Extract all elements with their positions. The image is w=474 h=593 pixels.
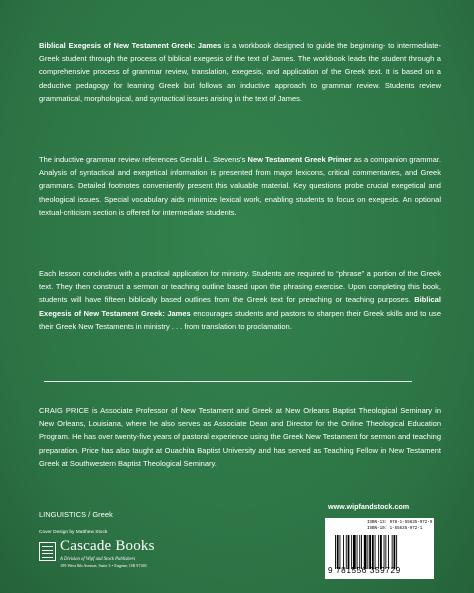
description-text: The inductive grammar review references Gerald L. Stevens's <box>39 155 248 164</box>
publisher-name: Cascade Books <box>60 538 155 554</box>
isbn-barcode <box>325 518 434 579</box>
book-title: Biblical Exegesis of New Testament Greek: James <box>39 41 222 50</box>
description-text: as a companion grammar. Analysis of syntactical and exegetical information is presented from major lexicons, critical commentaries, and Greek grammars. Detailed footnotes conveniently present this valuable material. Key questions probe crucial exegetical and theological issues. Special vocabulary aids minimize lexical work, enabling students to focus on exegesis. An optional textual-criticism section is offered for intermediate students. <box>39 155 441 217</box>
author-bio-text: is Associate Professor of New Testament and Greek at New Orleans Baptist Theological Seminary in New Orleans, Louisiana, where he also serves as Associate Dean and Director for the Online Theological Education Program. He has over twenty-five years of pastoral experience using the Greek New Testament for sermon and teaching preparation. Price has also taught at Ouachita Baptist University and has served as Teaching Fellow in New Testament Greek at Southwestern Baptist Theological Seminary. <box>39 406 441 468</box>
book-title: Biblical Exegesis of New Testament Greek: James <box>39 295 441 318</box>
publisher-logo <box>39 538 199 581</box>
description-text: encourages students and pastors to sharpen their Greek skills and to use their Greek New Testaments in ministry . . . from translation to proclamation. <box>39 308 441 331</box>
cascade-logo-icon <box>39 542 56 561</box>
description-paragraph-3 <box>39 267 441 333</box>
publisher-website: www.wipfandstock.com <box>328 502 410 511</box>
cover-design-credit: Cover Design by Matthew Stock <box>39 530 108 535</box>
description-paragraph-2 <box>39 153 441 219</box>
primer-title: New Testament Greek Primer <box>247 155 352 164</box>
subject-category: LINGUISTICS / Greek <box>39 510 113 519</box>
description-text: is a workbook designed to guide the beginning- to intermediate-Greek student through the process of biblical exegesis of the text of James. The workbook leads the student through a comprehensive process of grammar review, translation, exegesis, and application of the Greek text. It is based on a deductive pedagogy for learning Greek but follows an inductive approach to grammar review. Students review grammatical, morphological, and syntactical issues arising in the text of James. <box>39 41 441 103</box>
divider <box>44 381 412 382</box>
publisher-tagline: A Division of Wipf and Stock Publishers <box>60 557 136 562</box>
author-name: CRAIG PRICE <box>39 406 89 415</box>
barcode-icon <box>335 535 423 569</box>
author-bio <box>39 404 441 470</box>
isbn-10: ISBN-10: 1-55635-972-1 <box>367 527 423 531</box>
barcode-digits: 9 781556 359729 <box>328 566 401 575</box>
isbn-13: ISBN-13: 978-1-55635-972-9 <box>367 521 433 525</box>
description-paragraph-1 <box>39 39 441 105</box>
publisher-address: 199 West 8th Avenue, Suite 3 • Eugene, OR 97401 <box>60 563 148 568</box>
description-text: Each lesson concludes with a practical application for ministry. Students are required to “phrase” a portion of the Greek text. They then construct a sermon or teaching outline based upon the phrasing exercise. Upon completing this book, students will have fifteen biblically based outlines from the Greek text for preaching or teaching purposes. <box>39 269 441 305</box>
